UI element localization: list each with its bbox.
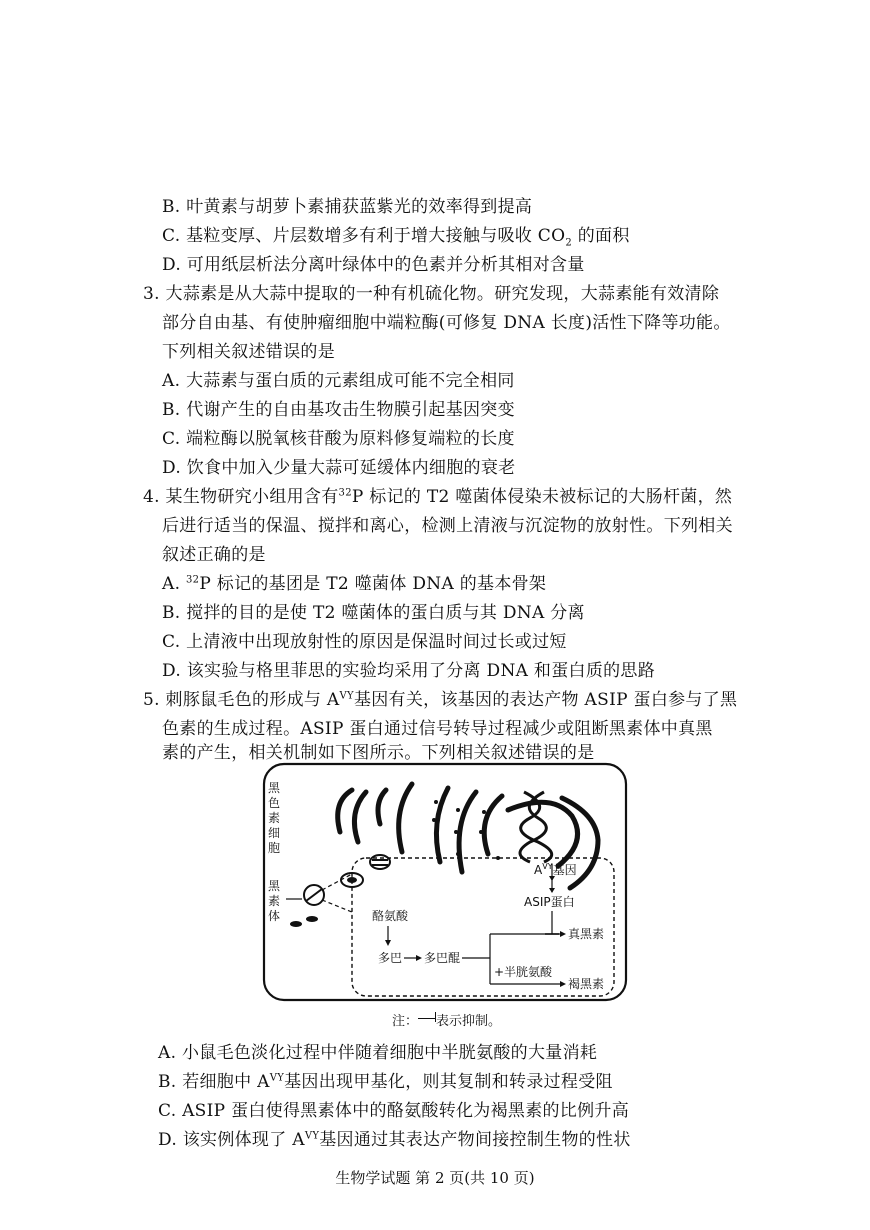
q4-stem-text: 4. 某生物研究小组用含有 bbox=[143, 487, 339, 507]
eumelanin-label: 真黑素 bbox=[568, 927, 605, 941]
q5-stem-text: 5. 刺豚鼠毛色的形成与 A bbox=[143, 690, 340, 710]
q2-option-c-tail: 的面积 bbox=[572, 226, 630, 246]
cell-label-char-2: 色 bbox=[268, 796, 281, 810]
q5-option-d-tail: 基因通过其表达产物间接控制生物的性状 bbox=[319, 1130, 631, 1150]
q5-stem-line1 bbox=[143, 688, 737, 712]
q5-option-d bbox=[158, 1128, 631, 1152]
q5-option-d-text: D. 该实例体现了 A bbox=[158, 1130, 305, 1150]
gene-letter: A bbox=[534, 863, 543, 877]
q3-option-a: A. 大蒜素与蛋白质的元素组成可能不完全相同 bbox=[162, 371, 515, 391]
q4-stem-line3: 叙述正确的是 bbox=[162, 545, 266, 565]
pigment-granule-2 bbox=[306, 916, 318, 922]
vy-superscript: VY bbox=[269, 1072, 285, 1084]
q5-option-b bbox=[158, 1070, 613, 1094]
co2-subscript: 2 bbox=[565, 237, 573, 249]
note-prefix: 注： bbox=[392, 1014, 419, 1029]
q5-stem-line2: 色素的生成过程。ASIP 蛋白通过信号转导过程减少或阻断黑素体中真黑 bbox=[162, 719, 713, 739]
q2-option-d: D. 可用纸层析法分离叶绿体中的色素并分析其相对含量 bbox=[162, 255, 585, 275]
gene-label bbox=[534, 862, 577, 877]
dopa-label: 多巴 bbox=[378, 951, 403, 965]
cell-label bbox=[268, 781, 284, 855]
q4-stem-line1 bbox=[143, 485, 732, 509]
zoom-line-upper bbox=[322, 874, 352, 890]
q4-stem-line2: 后进行适当的保温、搅拌和离心，检测上清液与沉淀物的放射性。下列相关 bbox=[162, 516, 733, 536]
figure-note bbox=[392, 1012, 501, 1032]
note-text: 表示抑制。 bbox=[436, 1014, 502, 1029]
cell-label-char-4: 细 bbox=[268, 826, 281, 840]
q5-option-c: C. ASIP 蛋白使得黑素体中的酪氨酸转化为褐黑素的比例升高 bbox=[158, 1101, 629, 1121]
inhibition-symbol-icon bbox=[418, 1008, 436, 1019]
q3-stem-line3: 下列相关叙述错误的是 bbox=[162, 342, 335, 362]
q5-stem-text-tail: 基因有关，该基因的表达产物 ASIP 蛋白参与了黑 bbox=[353, 690, 738, 710]
q5-stem-line3: 素的产生，相关机制如下图所示。下列相关叙述错误的是 bbox=[162, 743, 595, 763]
gene-text: 基因 bbox=[552, 863, 577, 877]
q4-option-a bbox=[162, 572, 546, 596]
q2-option-c-text: C. 基粒变厚、片层数增多有利于增大接触与吸收 CO bbox=[162, 226, 566, 246]
melanocyte-mechanism-diagram bbox=[262, 762, 628, 1002]
q4-option-c: C. 上清液中出现放射性的原因是保温时间过长或过短 bbox=[162, 632, 567, 652]
pheomelanin-label: 褐黑素 bbox=[568, 977, 605, 991]
melanosome-label bbox=[268, 879, 284, 923]
p32-superscript: 32 bbox=[186, 574, 200, 586]
dopaquinone-label: 多巴醌 bbox=[424, 951, 461, 965]
q4-option-b: B. 搅拌的目的是使 T2 噬菌体的蛋白质与其 DNA 分离 bbox=[162, 603, 585, 623]
asip-label: ASIP蛋白 bbox=[524, 895, 575, 909]
q3-option-c: C. 端粒酶以脱氧核苷酸为原料修复端粒的长度 bbox=[162, 429, 515, 449]
q2-option-b: B. 叶黄素与胡萝卜素捕获蓝紫光的效率得到提高 bbox=[162, 197, 533, 217]
melanosome-label-char-2: 素 bbox=[268, 894, 281, 908]
q3-option-b: B. 代谢产生的自由基攻击生物膜引起基因突变 bbox=[162, 400, 515, 420]
q5-option-a: A. 小鼠毛色淡化过程中伴随着细胞中半胱氨酸的大量消耗 bbox=[158, 1043, 598, 1063]
pigment-granule-1 bbox=[290, 921, 302, 927]
q4-option-a-label: A. bbox=[162, 574, 186, 594]
q4-option-d: D. 该实验与格里菲思的实验均采用了分离 DNA 和蛋白质的思路 bbox=[162, 661, 656, 681]
p32-superscript: 32 bbox=[338, 487, 352, 499]
cysteine-label: +半胱氨酸 bbox=[494, 965, 553, 979]
cell-label-char-1: 黑 bbox=[268, 781, 281, 795]
vesicle-1 bbox=[370, 855, 390, 869]
cell-label-char-3: 素 bbox=[268, 811, 281, 825]
q3-stem-line1: 3. 大蒜素是从大蒜中提取的一种有机硫化物。研究发现，大蒜素能有效清除 bbox=[143, 284, 720, 304]
q4-option-a-text: P 标记的基团是 T2 噬菌体 DNA 的基本骨架 bbox=[199, 574, 547, 594]
page-footer: 生物学试题 第 2 页(共 10 页) bbox=[335, 1169, 535, 1187]
gene-superscript: VY bbox=[542, 862, 553, 871]
zoom-line-lower bbox=[322, 900, 352, 912]
vy-superscript: VY bbox=[339, 690, 354, 702]
q4-stem-text-tail: P 标记的 T2 噬菌体侵染未被标记的大肠杆菌，然 bbox=[351, 487, 733, 507]
q5-option-b-tail: 基因出现甲基化，则其复制和转录过程受阻 bbox=[284, 1072, 613, 1092]
q3-stem-line2: 部分自由基、有使肿瘤细胞中端粒酶(可修复 DNA 长度)活性下降等功能。 bbox=[162, 313, 731, 333]
q5-option-b-text: B. 若细胞中 A bbox=[158, 1072, 270, 1092]
melanosome-label-char-3: 体 bbox=[268, 909, 281, 923]
vy-superscript: VY bbox=[304, 1130, 320, 1142]
q3-option-d: D. 饮食中加入少量大蒜可延缓体内细胞的衰老 bbox=[162, 458, 516, 478]
melanosome-label-char-1: 黑 bbox=[268, 879, 281, 893]
cell-label-char-5: 胞 bbox=[268, 841, 281, 855]
q2-option-c bbox=[162, 224, 630, 248]
tyrosine-label: 酪氨酸 bbox=[372, 909, 409, 923]
